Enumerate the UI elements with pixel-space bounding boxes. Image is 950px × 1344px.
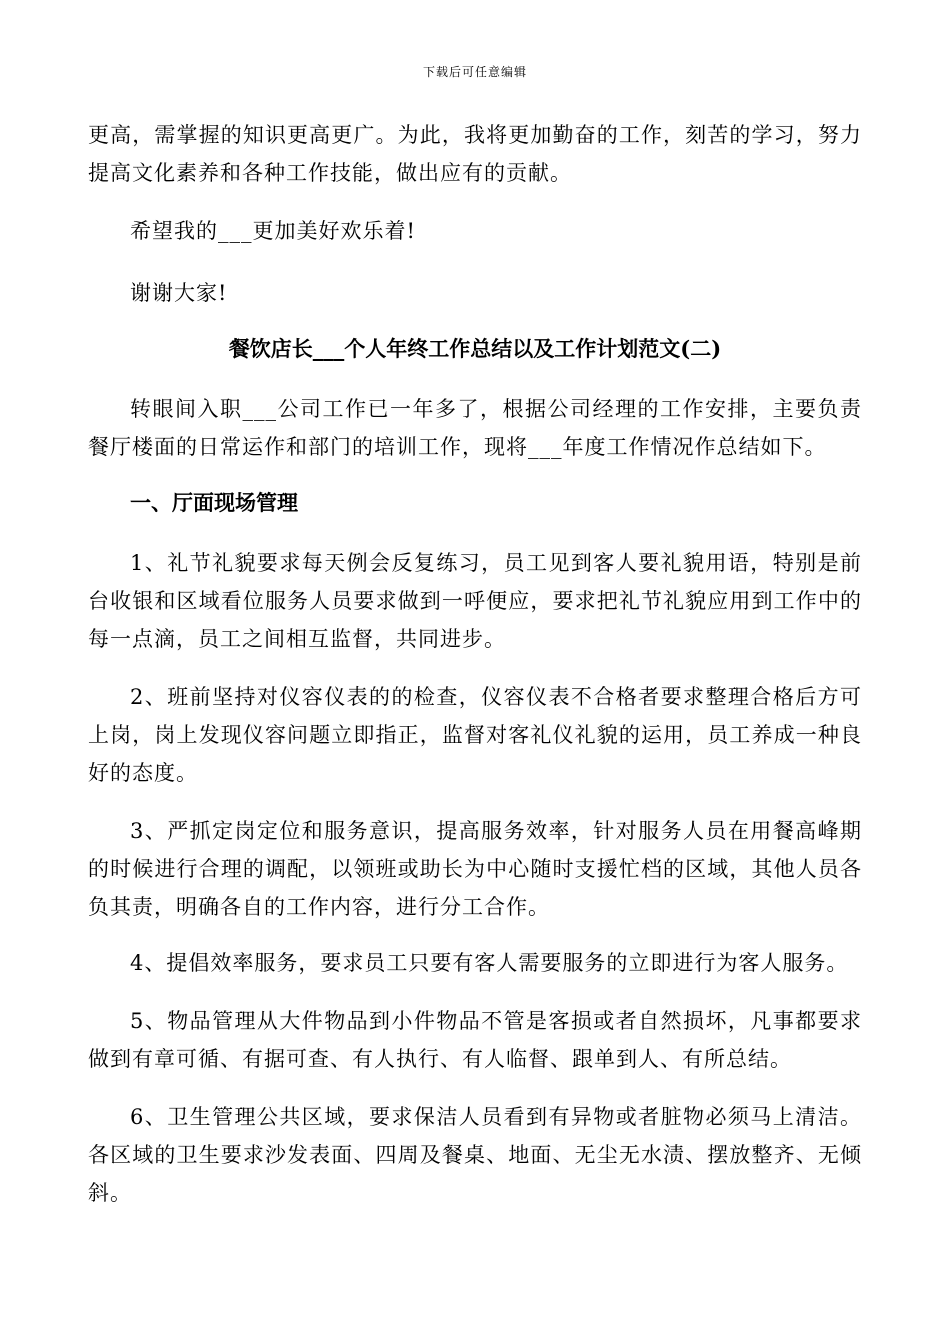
list-item: 2、班前坚持对仪容仪表的的检查，仪容仪表不合格者要求整理合格后方可上岗，岗上发现仪容问题立即指正，监督对客礼仪礼貌的运用，员工养成一种良好的态度。 <box>88 685 862 785</box>
list-item: 4、提倡效率服务，要求员工只要有客人需要服务的立即进行为客人服务。 <box>130 951 849 975</box>
paragraph-wish: 希望我的___更加美好欢乐着! <box>130 219 416 243</box>
paragraph-thanks: 谢谢大家! <box>130 281 228 305</box>
document-title: 餐饮店长___个人年终工作总结以及工作计划范文(二) <box>228 336 722 361</box>
list-item: 6、卫生管理公共区域，要求保洁人员看到有异物或者脏物必须马上清洁。各区域的卫生要求沙发表面、四周及餐桌、地面、无尘无水渍、摆放整齐、无倾斜。 <box>88 1105 862 1205</box>
list-item: 5、物品管理从大件物品到小件物品不管是客损或者自然损坏，凡事都要求做到有章可循、有据可查、有人执行、有人临督、跟单到人、有所总结。 <box>88 1009 862 1071</box>
list-item: 3、严抓定岗定位和服务意识，提高服务效率，针对服务人员在用餐高峰期的时候进行合理的调配，以领班或助长为中心随时支援忙档的区域，其他人员各负其责，明确各自的工作内容，进行分工合作。 <box>88 819 862 919</box>
paragraph-continuation: 更高，需掌握的知识更高更广。为此，我将更加勤奋的工作，刻苦的学习，努力提高文化素养和各种工作技能，做出应有的贡献。 <box>88 123 862 185</box>
section-heading: 一、厅面现场管理 <box>130 490 298 515</box>
paragraph-intro: 转眼间入职___公司工作已一年多了，根据公司经理的工作安排，主要负责餐厅楼面的日常运作和部门的培训工作，现将___年度工作情况作总结如下。 <box>88 397 862 459</box>
page-header: 下载后可任意编辑 <box>422 65 527 79</box>
list-item: 1、礼节礼貌要求每天例会反复练习，员工见到客人要礼貌用语，特别是前台收银和区域看位服务人员要求做到一呼便应，要求把礼节礼貌应用到工作中的每一点滴，员工之间相互监督，共同进步。 <box>88 551 862 651</box>
